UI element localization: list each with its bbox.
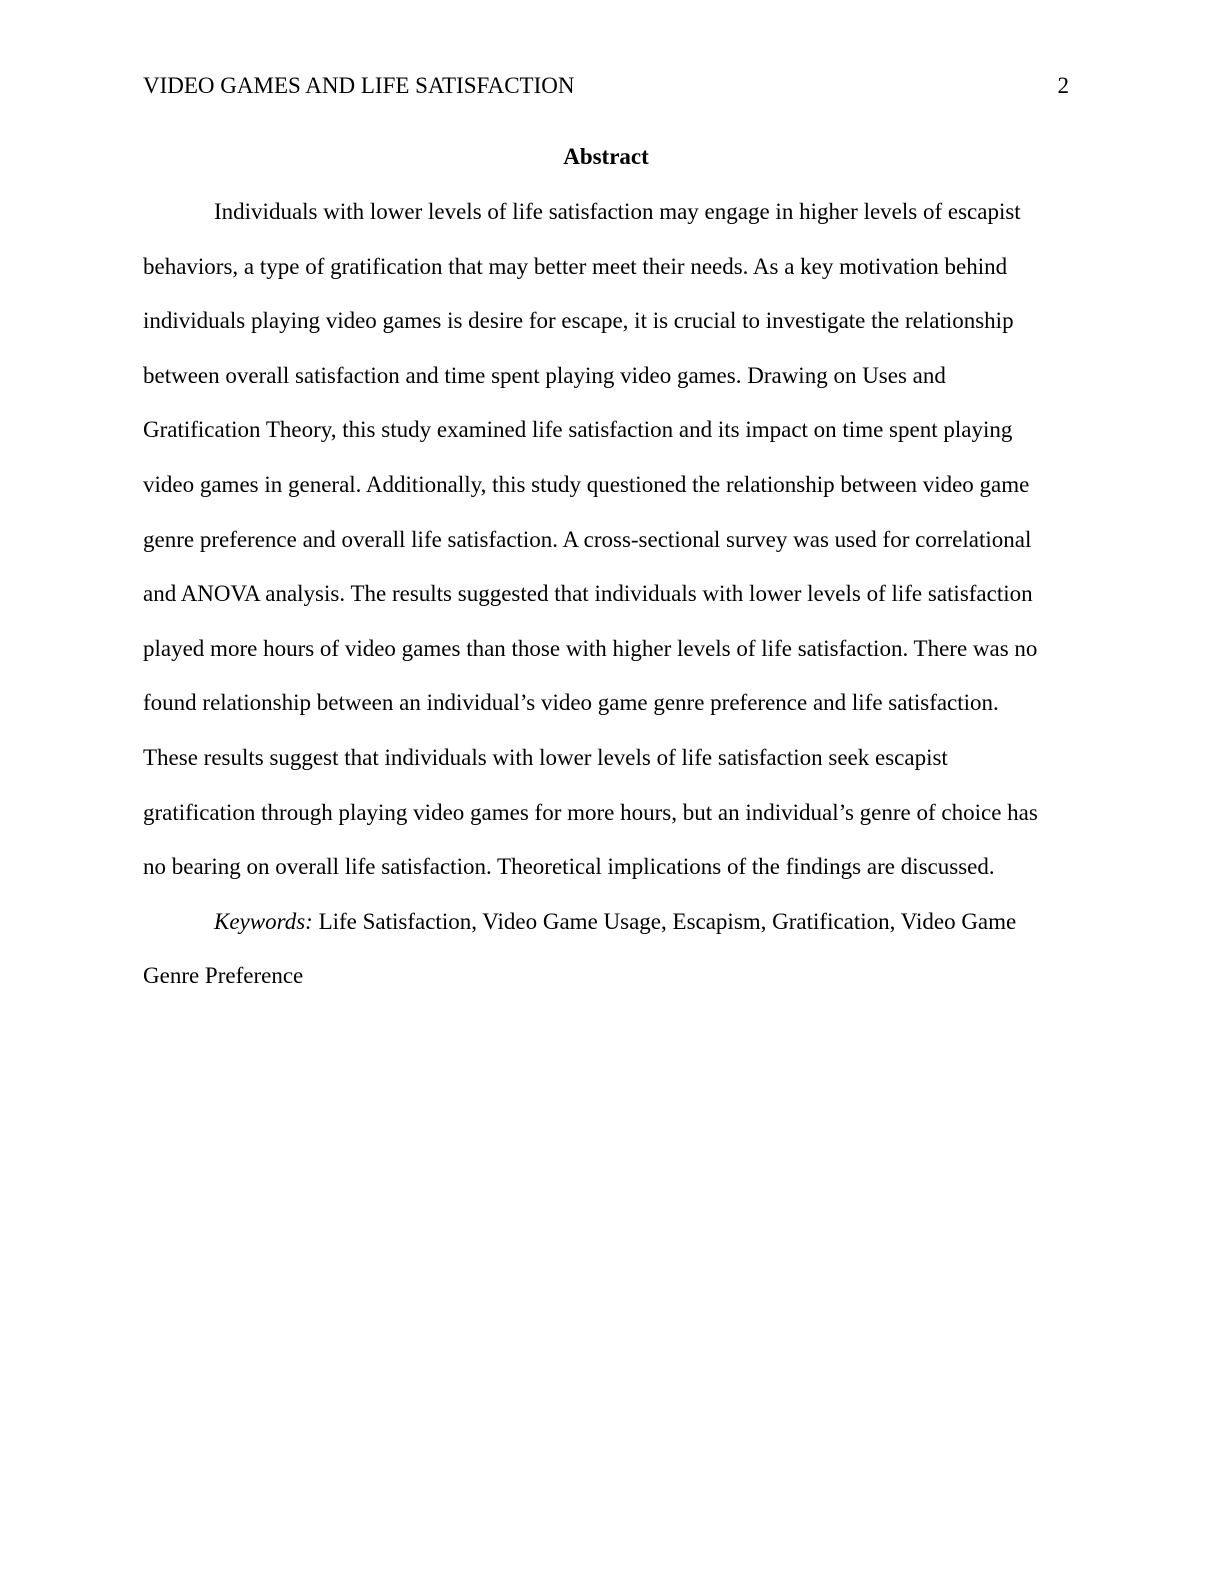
abstract-line: between overall satisfaction and time spent playing video games. Drawing on Uses and — [143, 362, 946, 388]
abstract-line: Gratification Theory, this study examined life satisfaction and its impact on time spent playing — [143, 417, 1013, 443]
keywords-text: Life Satisfaction, Video Game Usage, Escapism, Gratification, Video Game — [312, 908, 1017, 934]
abstract-line: no bearing on overall life satisfaction. Theoretical implications of the findings are discussed. — [143, 854, 995, 880]
keywords-line — [143, 895, 1069, 950]
abstract-heading: Abstract — [563, 144, 649, 169]
abstract-line: individuals playing video games is desire for escape, it is crucial to investigate the relationship — [143, 308, 1014, 334]
abstract-line: behaviors, a type of gratification that may better meet their needs. As a key motivation behind — [143, 253, 1008, 279]
abstract-line: played more hours of video games than those with higher levels of life satisfaction. There was no — [143, 635, 1038, 661]
running-head: VIDEO GAMES AND LIFE SATISFACTION — [143, 73, 575, 98]
abstract-body — [143, 185, 1069, 1004]
abstract-line: genre preference and overall life satisfaction. A cross-sectional survey was used for correlational — [143, 526, 1032, 552]
keywords-line-continued: Genre Preference — [143, 963, 304, 989]
abstract-line: These results suggest that individuals with lower levels of life satisfaction seek escapist — [143, 744, 948, 770]
abstract-line: found relationship between an individual’s video game genre preference and life satisfaction. — [143, 690, 999, 716]
keywords-label: Keywords: — [214, 908, 313, 934]
abstract-line: Individuals with lower levels of life satisfaction may engage in higher levels of escapist — [214, 199, 1021, 224]
abstract-line: gratification through playing video games for more hours, but an individual’s genre of choice has — [143, 799, 1038, 825]
page-number: 2 — [1057, 73, 1069, 98]
abstract-line: and ANOVA analysis. The results suggested that individuals with lower levels of life satisfaction — [143, 581, 1033, 607]
abstract-line: video games in general. Additionally, this study questioned the relationship between video game — [143, 471, 1030, 497]
